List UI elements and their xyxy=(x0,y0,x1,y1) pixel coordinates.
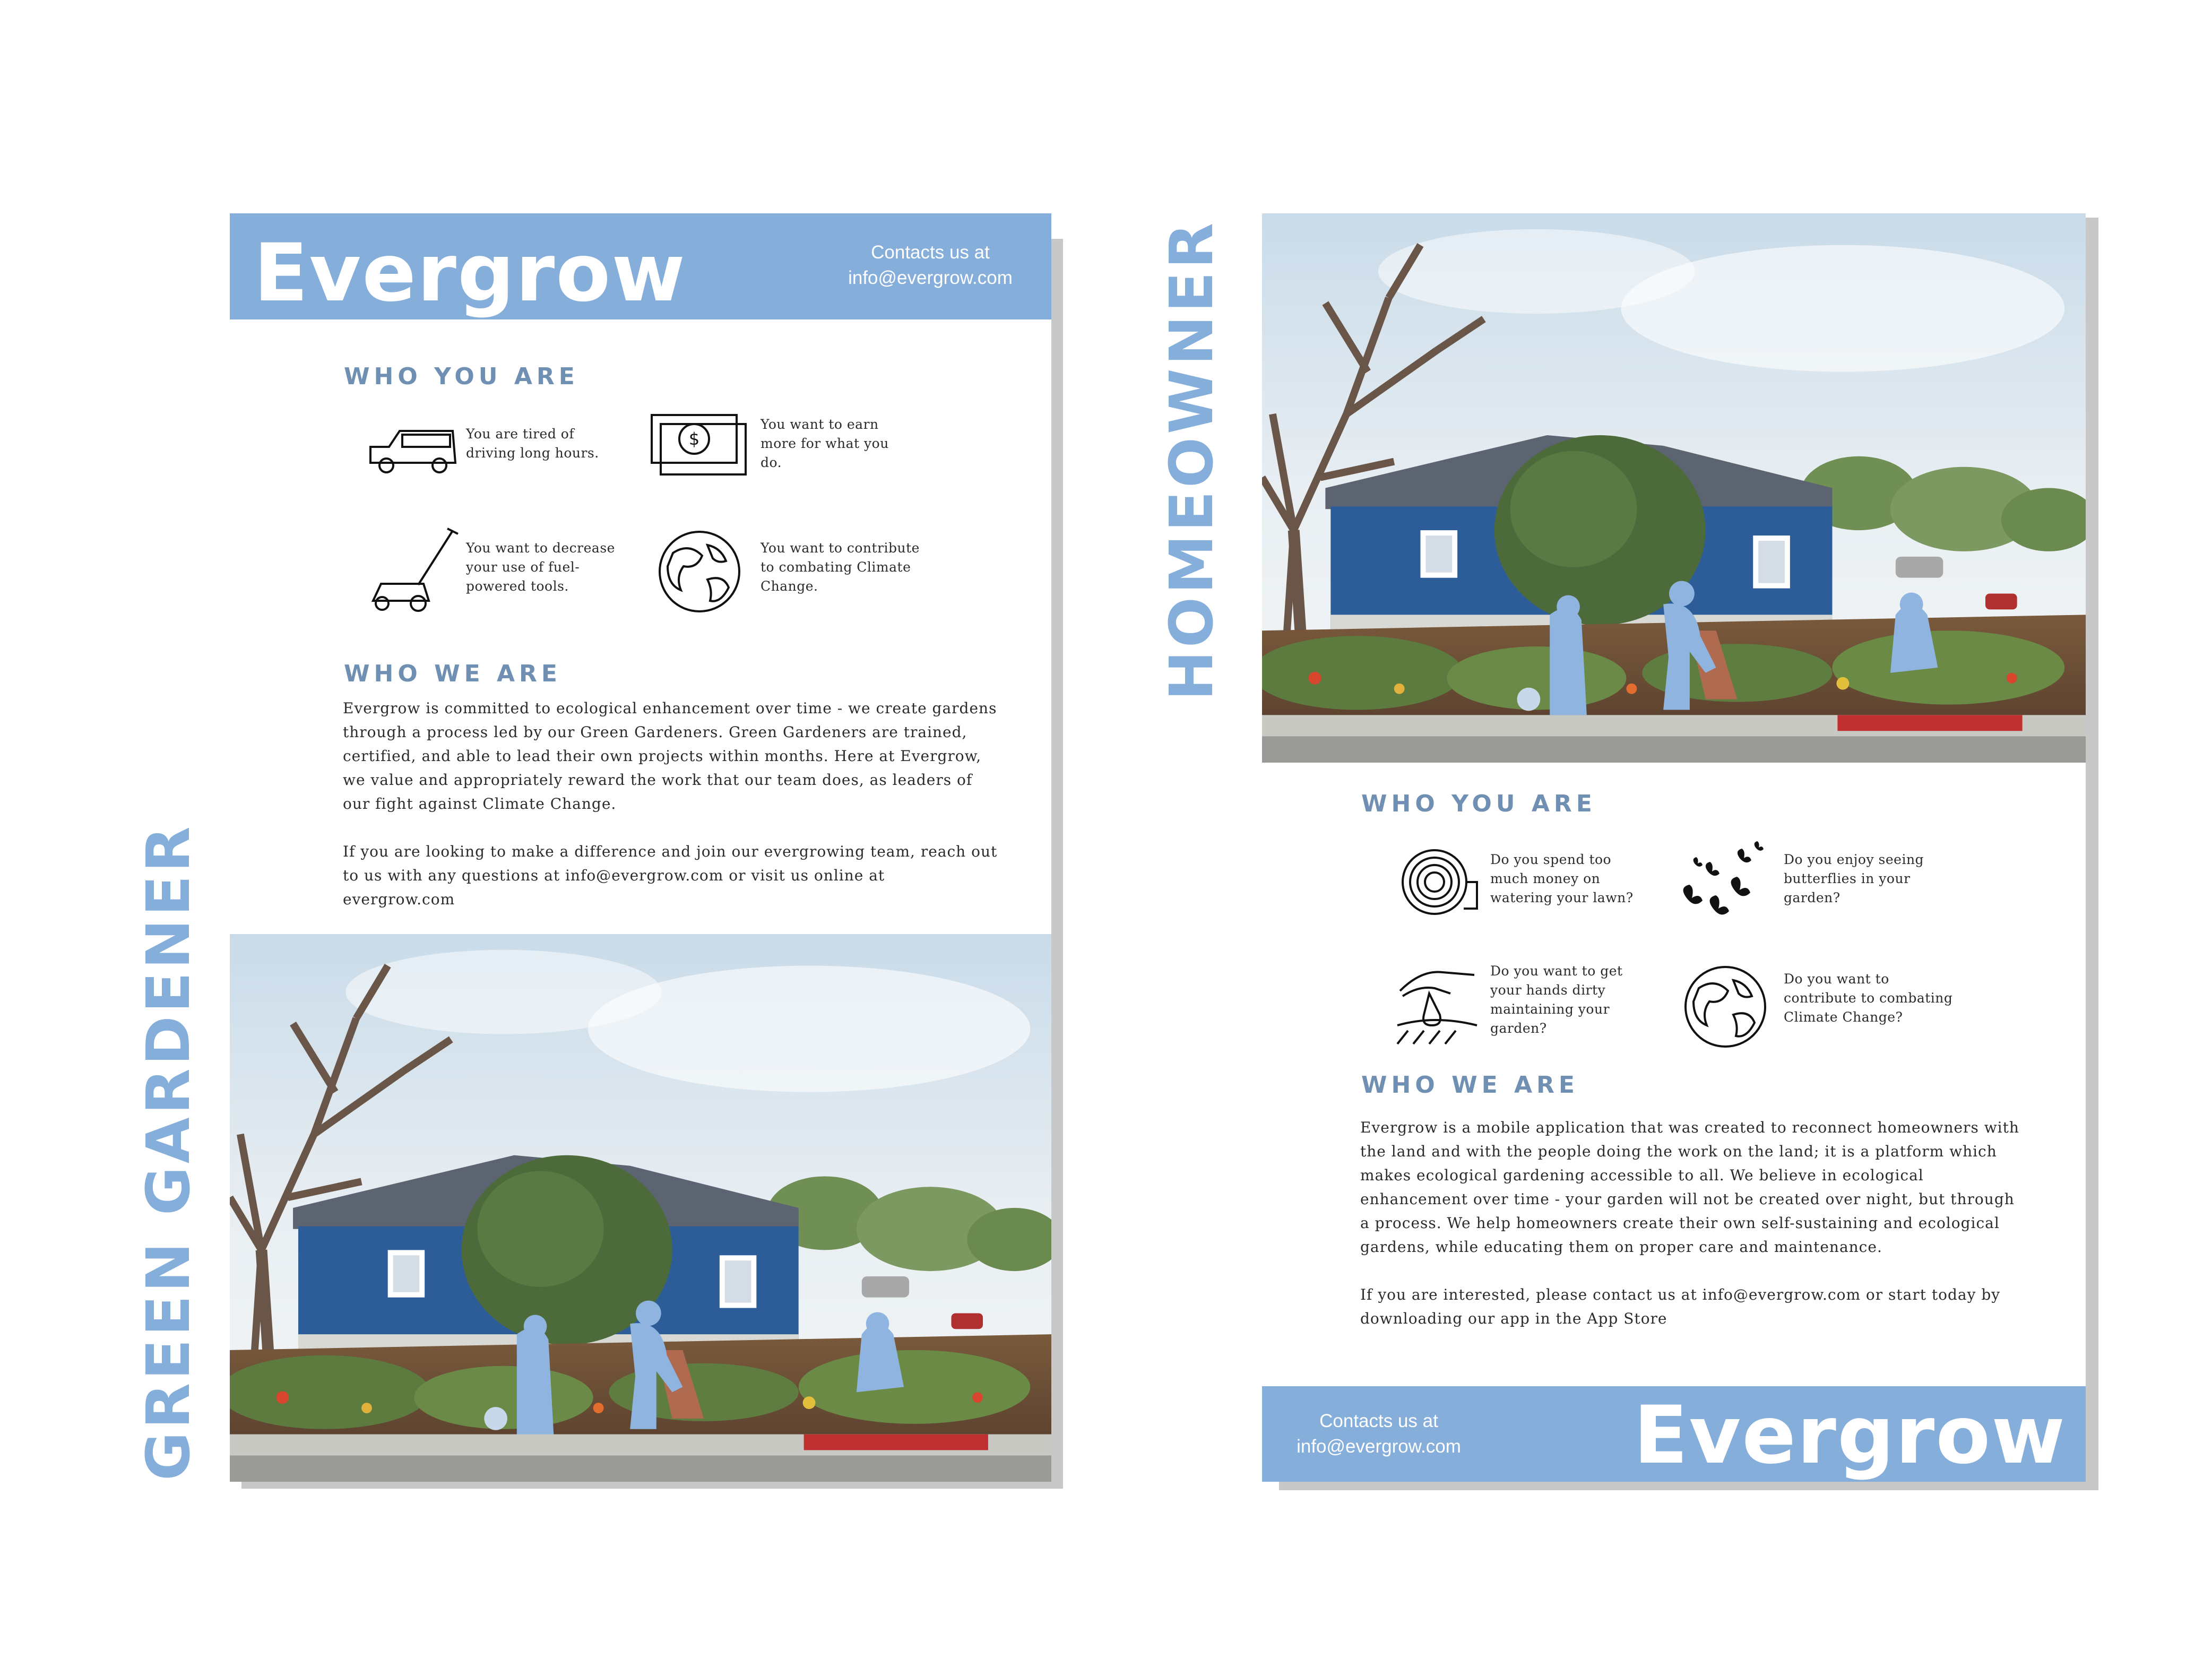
who-you-are-heading: WHO YOU ARE xyxy=(344,363,579,390)
contact-info xyxy=(830,240,1031,291)
homeowner-flyer xyxy=(1262,213,2086,1482)
gardener-side-label: GREEN GARDENER xyxy=(134,823,203,1481)
svg-text:$: $ xyxy=(688,429,700,449)
who-we-are-heading: WHO WE ARE xyxy=(1361,1072,1579,1099)
homeowner-footer-band xyxy=(1262,1386,2086,1482)
gardener-flyer xyxy=(230,213,1051,1482)
garden-photo xyxy=(230,934,1051,1482)
contact-paragraph: If you are looking to make a difference and join our evergrowing team, reach out to us with any questions at info@evergrow.com or visit us online at evergrow.com xyxy=(343,843,998,908)
who-we-are-heading: WHO WE ARE xyxy=(344,660,561,687)
gardener-item-text: You want to decrease your use of fuel-powered tools. xyxy=(466,540,615,594)
globe-icon xyxy=(1683,964,1768,1049)
gardener-item-text: You want to earn more for what you do. xyxy=(761,417,889,470)
about-paragraph: Evergrow is a mobile application that was created to reconnect homeowners with the land and with the people doing the work on the land; it is a platform which makes ecological gardening accessible to all. We believe in ecological enhancement over time - your garden will not be created over night, but through a process. We help homeowners create their own self-sustaining and ecological gardens, while educating them on proper care and maintenance. xyxy=(1360,1119,2019,1256)
homeowner-item-text: Do you want to get your hands dirty maintaining your garden? xyxy=(1490,963,1623,1036)
who-you-are-heading: WHO YOU ARE xyxy=(1361,790,1596,817)
gardener-item-text: You are tired of driving long hours. xyxy=(466,426,599,461)
about-text xyxy=(1360,1116,2029,1354)
money-icon xyxy=(649,412,750,479)
contact-email[interactable]: info@evergrow.com xyxy=(1297,1436,1461,1457)
homeowner-side-label: HOMEOWNER xyxy=(1157,219,1226,701)
about-paragraph: Evergrow is committed to ecological enhancement over time - we create gardens through a process led by our Green Gardeners. Green Gardeners are trained, certified, and able to lead their own projects within months. Here at Evergrow, we value and appropriately reward the work that our team does, as leaders of our fight against Climate Change. xyxy=(343,699,997,813)
hose-icon xyxy=(1400,845,1480,919)
butterflies-icon xyxy=(1676,840,1766,924)
contact-paragraph: If you are interested, please contact us at info@evergrow.com or start today by downloading our app in the App Store xyxy=(1360,1286,2001,1327)
globe-icon xyxy=(657,529,742,614)
lawnmower-icon xyxy=(365,526,461,614)
garden-photo xyxy=(1262,213,2086,763)
truck-icon xyxy=(365,423,461,476)
gardener-header-band xyxy=(230,213,1051,319)
brand-logo: Evergrow xyxy=(1634,1389,2066,1482)
homeowner-item-text: Do you spend too much money on watering your lawn? xyxy=(1490,852,1634,905)
contact-info xyxy=(1289,1409,1469,1459)
homeowner-item-text: Do you enjoy seeing butterflies in your garden? xyxy=(1784,852,1924,905)
homeowner-item-text: Do you want to contribute to combating Climate Change? xyxy=(1784,971,1953,1025)
gardener-item-text: You want to contribute to combating Climate Change. xyxy=(761,540,920,594)
contact-email[interactable]: info@evergrow.com xyxy=(848,267,1013,288)
about-text xyxy=(343,696,1001,935)
planting-hand-icon xyxy=(1392,964,1482,1049)
brand-logo: Evergrow xyxy=(254,227,686,319)
contact-line-1: Contacts us at xyxy=(871,242,990,263)
contact-line-1: Contacts us at xyxy=(1319,1411,1438,1431)
